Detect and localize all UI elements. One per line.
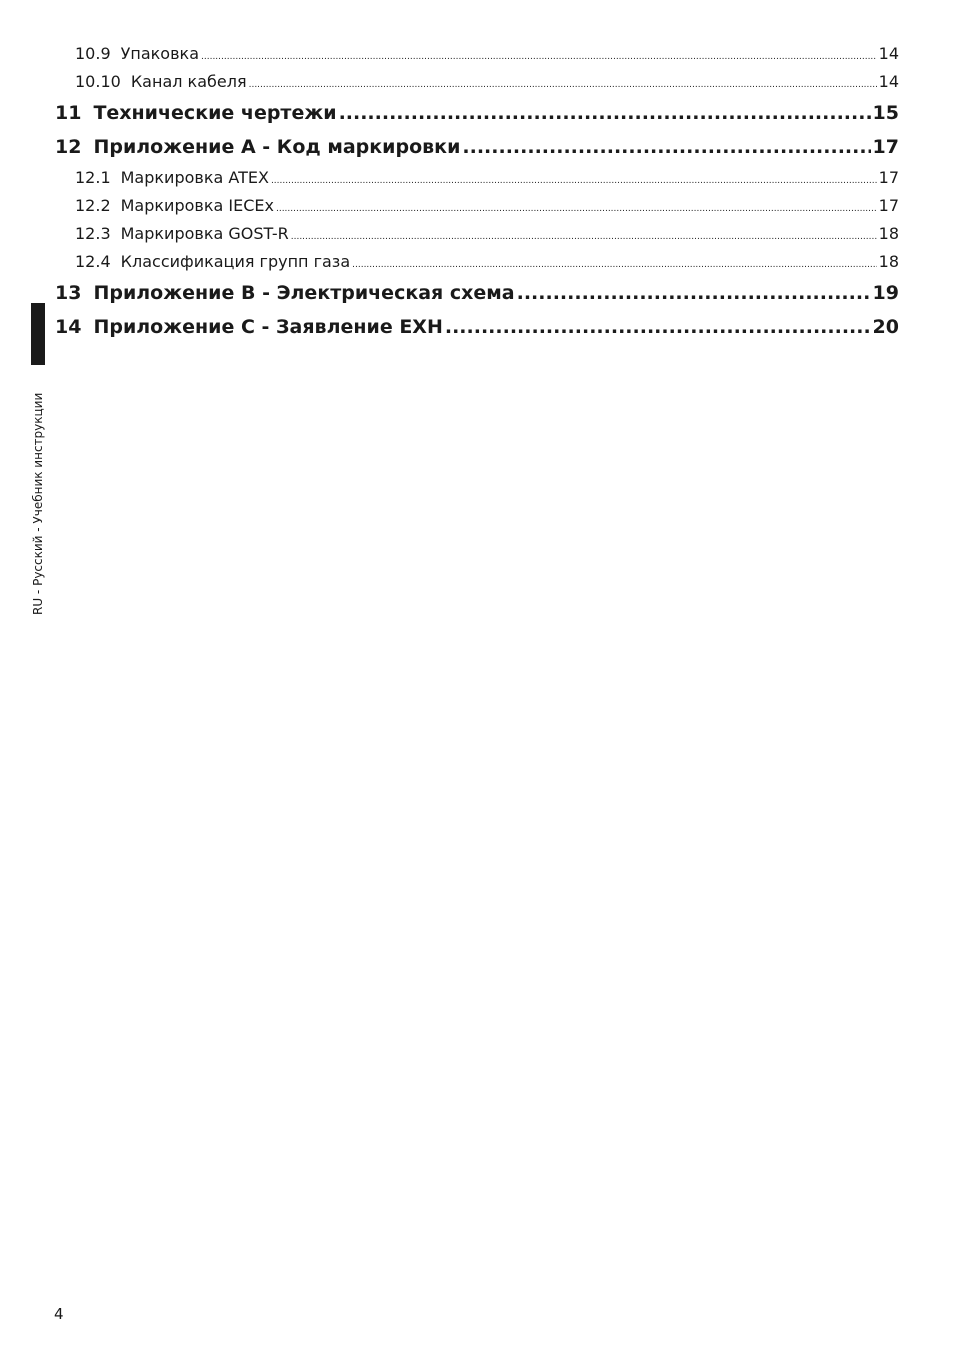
- toc-entry-10-10[interactable]: [55, 68, 899, 96]
- toc-entry-number: 12.1: [75, 168, 111, 187]
- toc-entry-page: 17: [872, 136, 899, 158]
- toc-entry-number: 12.2: [75, 196, 111, 215]
- toc-entry-title: Канал кабеля: [130, 72, 247, 91]
- toc-entry-page: 17: [878, 196, 899, 215]
- toc-dot-leader: [271, 167, 877, 195]
- toc-dot-leader: [517, 276, 871, 310]
- toc-dot-leader: [249, 71, 877, 99]
- toc-dot-leader: [352, 251, 877, 279]
- side-language-label: RU - Русский - Учебник инструкции: [31, 392, 45, 615]
- toc-entry-12-3[interactable]: [55, 220, 899, 248]
- toc-entry-page: 18: [878, 224, 899, 243]
- toc-entry-title: Приложение B - Электрическая схема: [93, 282, 515, 304]
- table-of-contents: [55, 40, 899, 344]
- toc-dot-leader: [291, 223, 877, 251]
- toc-entry-title: Приложение А - Код маркировки: [93, 136, 461, 158]
- toc-entry-10-9[interactable]: [55, 40, 899, 68]
- toc-entry-title: Маркировка GOST-R: [120, 224, 289, 243]
- toc-entry-title: Маркировка IECEx: [120, 196, 274, 215]
- toc-entry-number: 10.9: [75, 44, 111, 63]
- toc-entry-title: Маркировка ATEX: [120, 168, 269, 187]
- toc-dot-leader: [201, 43, 877, 71]
- toc-entry-number: 14: [55, 316, 82, 338]
- toc-entry-12-2[interactable]: [55, 192, 899, 220]
- toc-entry-number: 10.10: [75, 72, 121, 91]
- toc-entry-number: 12.3: [75, 224, 111, 243]
- toc-entry-12-1[interactable]: [55, 164, 899, 192]
- toc-entry-number: 11: [55, 102, 82, 124]
- toc-entry-page: 18: [878, 252, 899, 271]
- toc-dot-leader: [339, 96, 871, 130]
- toc-entry-11[interactable]: [55, 96, 899, 130]
- language-tab-marker: [31, 303, 45, 365]
- toc-entry-14[interactable]: [55, 310, 899, 344]
- toc-entry-page: 17: [878, 168, 899, 187]
- page-number: 4: [54, 1305, 64, 1323]
- toc-entry-page: 19: [872, 282, 899, 304]
- toc-entry-page: 14: [878, 72, 899, 91]
- toc-entry-title: Упаковка: [120, 44, 199, 63]
- toc-entry-page: 20: [872, 316, 899, 338]
- toc-entry-12-4[interactable]: [55, 248, 899, 276]
- toc-entry-number: 13: [55, 282, 82, 304]
- toc-entry-12[interactable]: [55, 130, 899, 164]
- toc-entry-number: 12.4: [75, 252, 111, 271]
- toc-entry-title: Технические чертежи: [93, 102, 337, 124]
- toc-entry-13[interactable]: [55, 276, 899, 310]
- toc-entry-title: Классификация групп газа: [120, 252, 351, 271]
- toc-entry-page: 15: [872, 102, 899, 124]
- toc-dot-leader: [445, 310, 871, 344]
- toc-entry-number: 12: [55, 136, 82, 158]
- toc-dot-leader: [276, 195, 877, 223]
- toc-entry-title: Приложение C - Заявление EXH: [93, 316, 443, 338]
- toc-entry-page: 14: [878, 44, 899, 63]
- toc-dot-leader: [462, 130, 870, 164]
